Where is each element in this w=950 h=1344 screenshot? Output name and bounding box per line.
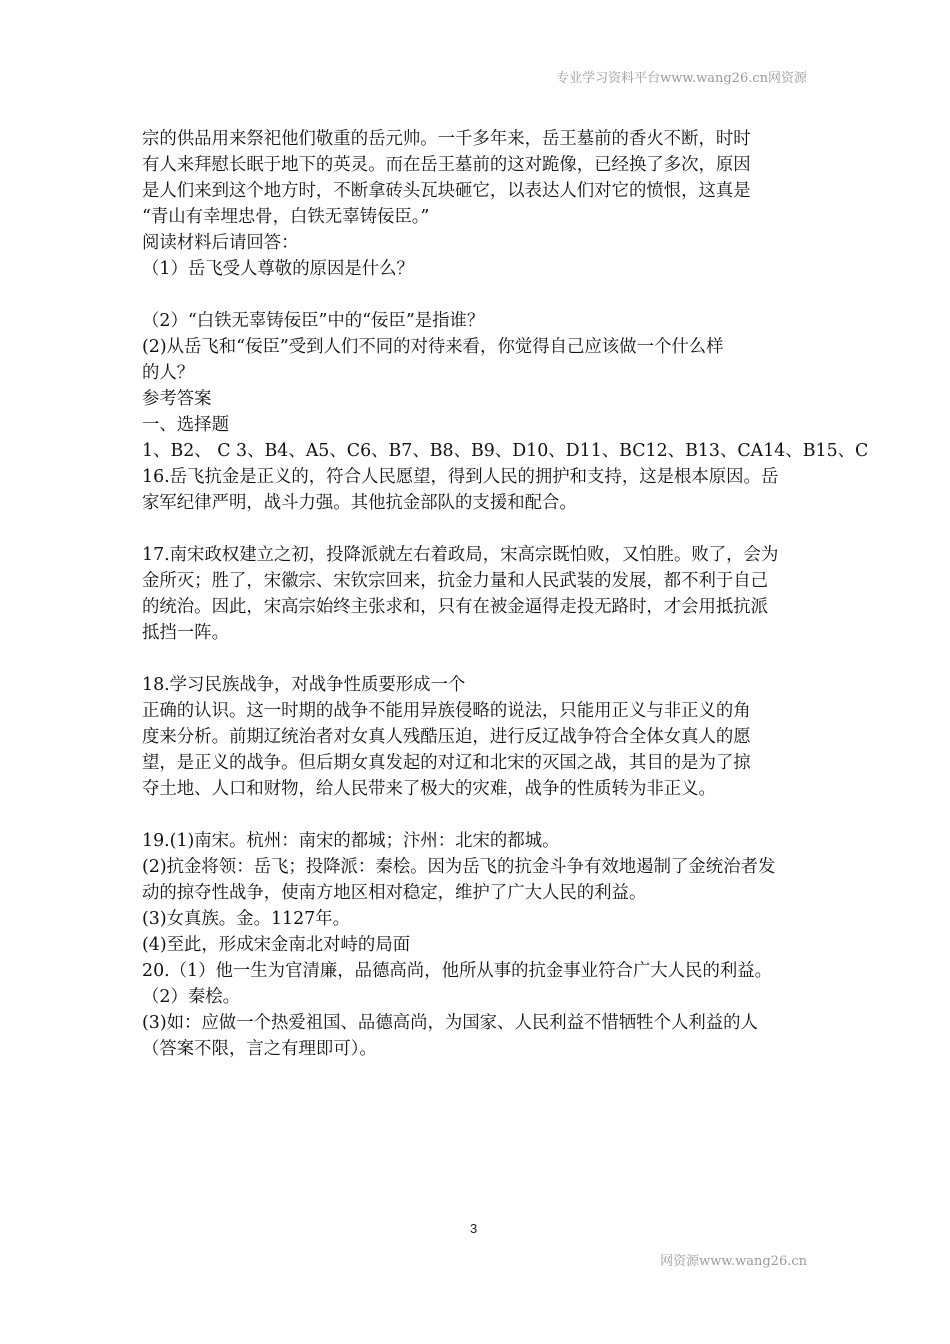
passage-line: 宗的供品用来祭祀他们敬重的岳元帅。一千多年来，岳王墓前的香火不断，时时 <box>142 129 751 149</box>
passage-line: “青山有幸埋忠骨，白铁无辜铸佞臣。” <box>142 207 430 227</box>
answer-19-line: 19.(1)南宋。杭州：南宋的都城；汴州：北宋的都城。 <box>142 831 560 851</box>
spacer <box>142 282 812 308</box>
answer-16-line: 16.岳飞抗金是正义的，符合人民愿望，得到人民的拥护和支持，这是根本原因。岳 <box>142 467 779 487</box>
spacer <box>142 802 812 828</box>
header-site-note: 专业学习资料平台www.wang26.cn网资源 <box>556 71 807 86</box>
answer-19-line: (4)至此，形成宋金南北对峙的局面 <box>142 935 411 955</box>
answer-18-line: 夺土地、人口和财物，给人民带来了极大的灾难，战争的性质转为非正义。 <box>142 779 716 799</box>
answer-16-line: 家军纪律严明，战斗力强。其他抗金部队的支援和配合。 <box>142 493 577 513</box>
footer-site-note: 网资源www.wang26.cn <box>660 1254 807 1269</box>
page-number: 3 <box>470 1221 478 1236</box>
answer-18-line: 正确的认识。这一时期的战争不能用异族侵略的说法，只能用正义与非正义的角 <box>142 701 751 721</box>
answer-19-line: 动的掠夺性战争，使南方地区相对稳定，维护了广大人民的利益。 <box>142 883 647 903</box>
answer-19-line: (2)抗金将领：岳飞；投降派：秦桧。因为岳飞的抗金斗争有效地遏制了金统治者发 <box>142 857 776 877</box>
answer-17-line: 抵挡一阵。 <box>142 623 229 643</box>
question-3: (2)从岳飞和“佞臣”受到人们不同的对待来看，你觉得自己应该做一个什么样 <box>142 337 724 357</box>
passage-line: 是人们来到这个地方时，不断拿砖头瓦块砸它，以表达人们对它的愤恨，这真是 <box>142 181 751 201</box>
spacer <box>142 646 812 672</box>
answer-17-line: 金所灭；胜了，宋徽宗、宋钦宗回来，抗金力量和人民武装的发展，都不利于自己 <box>142 571 769 591</box>
spacer <box>142 516 812 542</box>
answer-20-line: （2）秦桧。 <box>142 987 241 1007</box>
question-1: （1）岳飞受人尊敬的原因是什么？ <box>142 259 414 279</box>
answers-section-heading: 一、选择题 <box>142 415 229 435</box>
question-2: （2）“白铁无辜铸佞臣”中的“佞臣”是指谁？ <box>142 311 485 331</box>
answer-17-line: 的统治。因此，宋高宗始终主张求和，只有在被金逼得走投无路时，才会用抵抗派 <box>142 597 769 617</box>
answer-20-line: 20.（1）他一生为官清廉，品德高尚，他所从事的抗金事业符合广大人民的利益。 <box>142 961 773 981</box>
document-body <box>142 126 869 1062</box>
choice-answers: 1、B2、 C 3、B4、A5、C6、B7、B8、B9、D10、D11、BC12、B13、CA14、B15、C <box>142 441 869 461</box>
answers-title: 参考答案 <box>142 389 212 409</box>
answer-18-line: 望，是正义的战争。但后期女真发起的对辽和北宋的灭国之战，其目的是为了掠 <box>142 753 751 773</box>
question-3-continued: 的人？ <box>142 363 195 383</box>
answer-20-line: （答案不限，言之有理即可）。 <box>142 1039 377 1059</box>
reading-prompt: 阅读材料后请回答： <box>142 233 299 253</box>
answer-19-line: (3)女真族。金。1127年。 <box>142 909 351 929</box>
answer-18-line: 18.学习民族战争，对战争性质要形成一个 <box>142 675 466 695</box>
answer-20-line: (3)如：应做一个热爱祖国、品德高尚，为国家、人民利益不惜牺牲个人利益的人 <box>142 1013 758 1033</box>
passage-line: 有人来拜慰长眠于地下的英灵。而在岳王墓前的这对跪像，已经换了多次，原因 <box>142 155 751 175</box>
answer-18-line: 度来分析。前期辽统治者对女真人残酷压迫，进行反辽战争符合全体女真人的愿 <box>142 727 751 747</box>
answer-17-line: 17.南宋政权建立之初，投降派就左右着政局，宋高宗既怕败，又怕胜。败了，会为 <box>142 545 779 565</box>
